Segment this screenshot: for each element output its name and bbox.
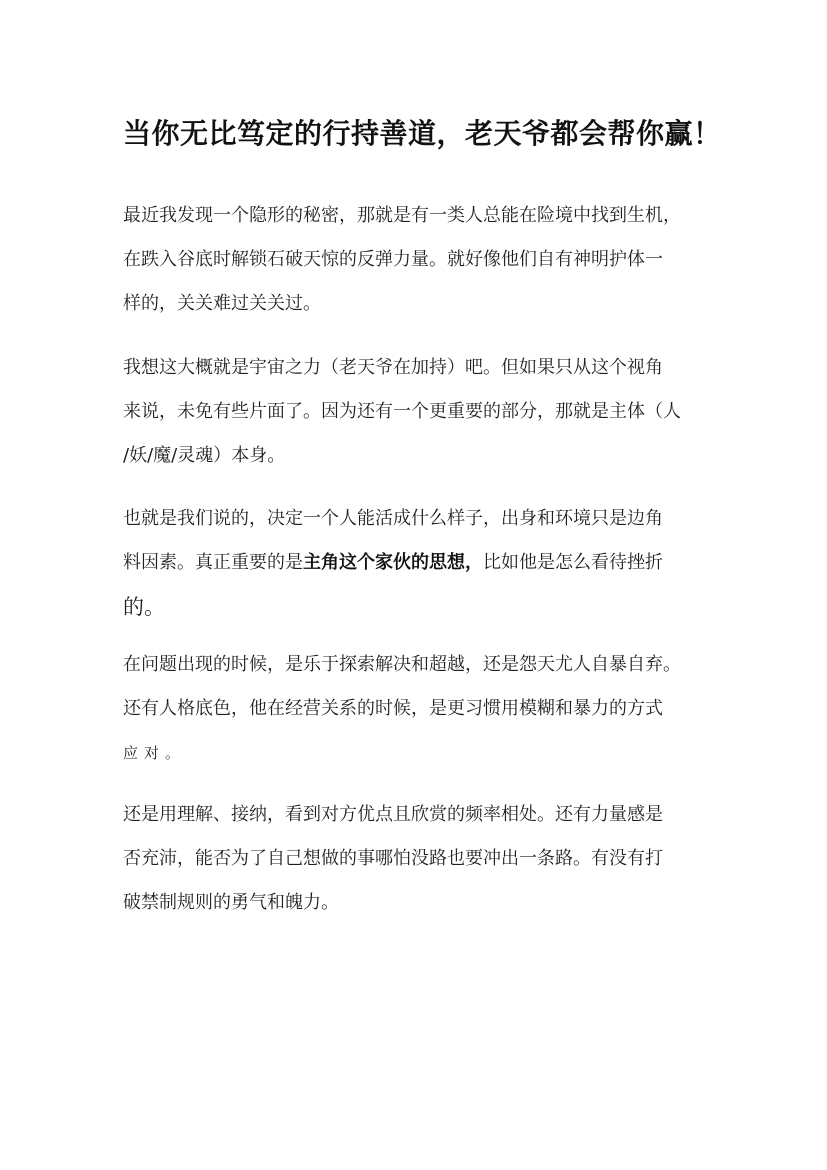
text-line: 来说，未免有些片面了。因为还有一个更重要的部分，那就是主体（人	[123, 401, 681, 422]
paragraph-3	[123, 497, 723, 629]
text-segment: 料因素。真正重要的是	[123, 552, 303, 573]
text-line: 应对。	[123, 744, 187, 762]
text-line: 否充沛，能否为了自己想做的事哪怕没路也要冲出一条路。有没有打	[123, 848, 663, 869]
paragraph-1	[123, 194, 723, 326]
paragraph-4	[123, 643, 723, 775]
text-line: 的。	[123, 595, 165, 619]
text-line: 破禁制规则的勇气和魄力。	[123, 892, 339, 913]
paragraph-5	[123, 793, 723, 925]
text-line-with-emphasis	[123, 541, 723, 585]
text-line: 在问题出现的时候，是乐于探索解决和超越，还是怨天尤人自暴自弃。	[123, 654, 681, 675]
emphasis-text: 主角这个家伙的思想，	[303, 552, 483, 573]
text-line: /妖/魔/灵魂）本身。	[123, 445, 286, 466]
text-line: 还是用理解、接纳，看到对方优点且欣赏的频率相处。还有力量感是	[123, 804, 663, 825]
text-segment: 比如他是怎么看待挫折	[483, 552, 663, 573]
text-line: 也就是我们说的，决定一个人能活成什么样子，出身和环境只是边角	[123, 508, 663, 529]
text-line: 最近我发现一个隐形的秘密，那就是有一类人总能在险境中找到生机，	[123, 205, 681, 226]
paragraph-2	[123, 346, 723, 478]
text-line: 在跌入谷底时解锁石破天惊的反弹力量。就好像他们自有神明护体一	[123, 249, 663, 270]
text-line: 我想这大概就是宇宙之力（老天爷在加持）吧。但如果只从这个视角	[123, 357, 663, 378]
text-line: 还有人格底色，他在经营关系的时候，是更习惯用模糊和暴力的方式	[123, 698, 663, 719]
article-title: 当你无比笃定的行持善道，老天爷都会帮你赢！	[123, 117, 722, 150]
text-line: 样的，关关难过关关过。	[123, 293, 321, 314]
